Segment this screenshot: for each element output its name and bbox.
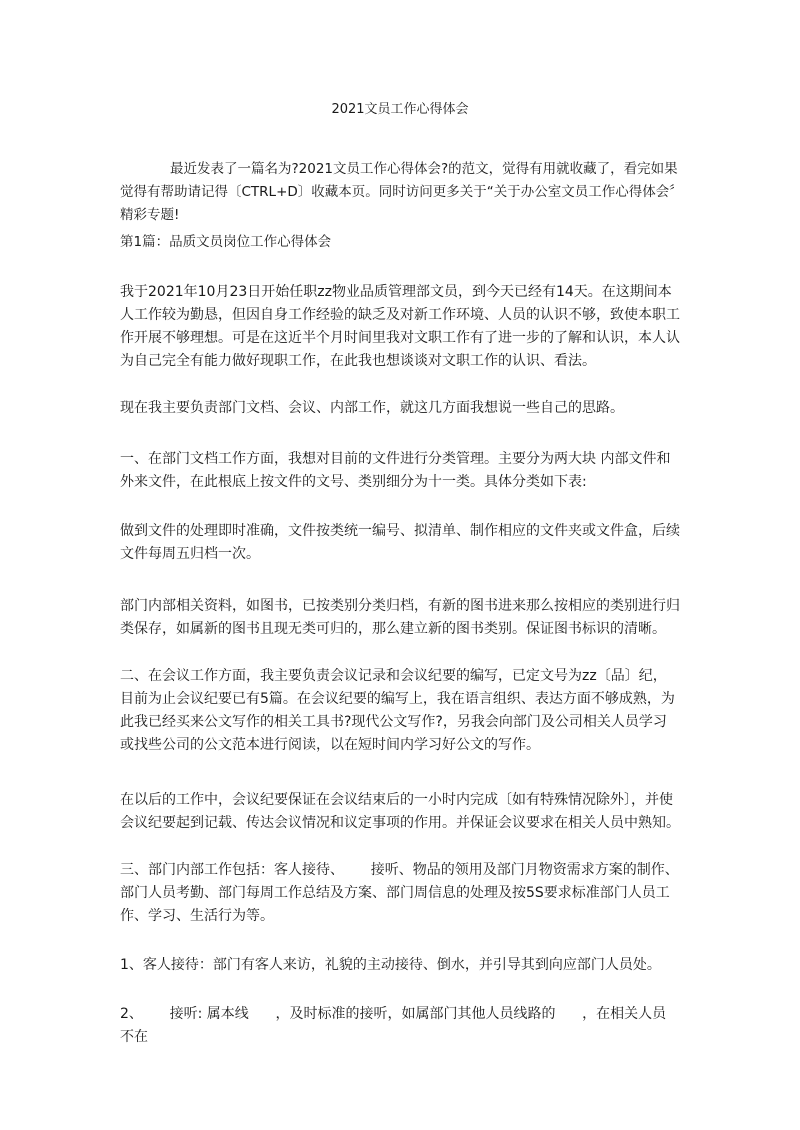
paragraph-6: 二、在会议工作方面，我主要负责会议记录和会议纪要的编写，已定文号为zz〔品〕纪，目前为止会议纪要已有5篇。在会议纪要的编写上，我在语言组织、表达方面不够成熟，为此我已经买来公文写作的相关工具书?现代公文写作?，另我会向部门及公司相关人员学习或找些公司的公文范本进行阅读，以在短时间内学习好公文的写作。: [120, 668, 675, 753]
paragraph-3: 一、在部门文档工作方面，我想对目前的文件进行分类管理。主要分为两大块 内部文件和外来文件，在此根底上按文件的文号、类别细分为十一类。具体分类如下表:: [120, 451, 671, 490]
paragraph-5: 部门内部相关资料，如图书，已按类别分类归档，有新的图书进来那么按相应的类别进行归类保存，如属新的图书且现无类可归的，那么建立新的图书类别。保证图书标识的清晰。: [120, 598, 680, 637]
section-heading: 第1篇：品质文员岗位工作心得体会: [120, 234, 332, 250]
paragraph-9: 1、客人接待：部门有客人来访，礼貌的主动接待、倒水，并引导其到向应部门人员处。: [120, 957, 661, 973]
intro-text: 最近发表了一篇名为?2021文员工作心得体会?的范文，觉得有用就收藏了，看完如果觉得有帮助请记得〔CTRL+D〕收藏本页。同时访问更多关于“关于办公室文员工作心得体会〞精彩专题!: [120, 161, 678, 223]
paragraph-8: 三、部门内部工作包括：客人接待、 接听、物品的领用及部门月物资需求方案的制作、部门人员考勤、部门每周工作总结及方案、部门周信息的处理及按5S要求标准部门人员工作、学习、生活行为等。: [120, 862, 679, 924]
paragraph-10: 2、 接听: 属本线 ，及时标准的接听，如属部门其他人员线路的 ，在相关人员不在: [120, 1006, 667, 1045]
paragraph-7: 在以后的工作中，会议纪要保证在会议结束后的一小时内完成〔如有特殊情况除外〕，并使会议纪要起到记载、传达会议情况和议定事项的作用。并保证会议要求在相关人员中熟知。: [120, 792, 680, 831]
document-title: 2021文员工作心得体会: [331, 102, 469, 117]
paragraph-4: 做到文件的处理即时准确，文件按类统一编号、拟清单、制作相应的文件夹或文件盒，后续文件每周五归档一次。: [120, 523, 680, 562]
paragraph-1: 我于2021年10月23日开始任职zz物业品质管理部文员，到今天已经有14天。在这期间本人工作较为勤恳，但因自身工作经验的缺乏及对新工作环境、人员的认识不够，致使本职工作开展不够理想。可是在这近半个月时间里我对文职工作有了进一步的了解和认识，本人认为自己完全有能力做好现职工作，在此我也想谈谈对文职工作的认识、看法。: [120, 284, 680, 369]
intro-paragraph: [120, 158, 680, 227]
paragraph-2: 现在我主要负责部门文档、会议、内部工作，就这几方面我想说一些自己的思路。: [120, 400, 624, 416]
